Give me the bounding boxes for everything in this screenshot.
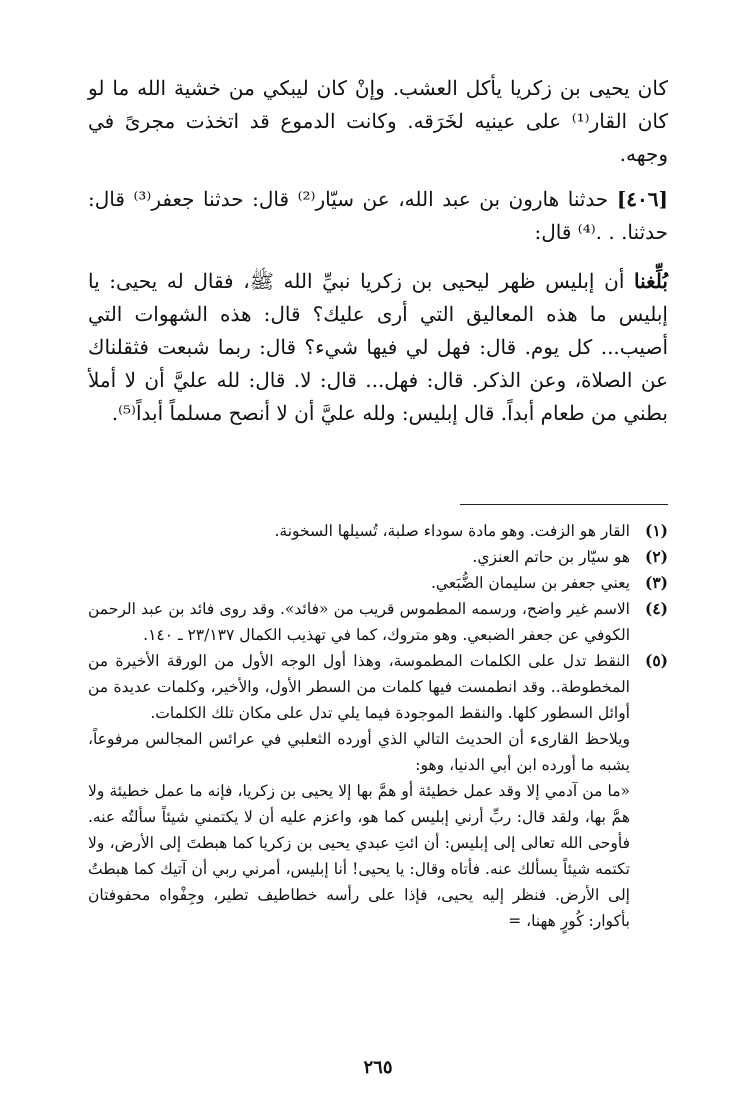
footnote-4 [88,596,668,648]
book-page [88,72,668,1082]
footnote-text: القار هو الزفت. وهو مادة سوداء صلبة، تُسيلها السخونة. [274,522,630,540]
footnote-text: هو سيّار بن حاتم العنزي. [472,548,630,566]
paragraph-1-text: كان يحيى بن زكريا يأكل العشب. وإنْ كان ليبكي من خشية الله ما لو كان القار⁽¹⁾ على عينيه لخَرَقه. وكانت الدموع قد اتخذت مجرىً في وجهه. [88,76,668,166]
footnote-divider [460,504,668,505]
footnote-body [88,648,630,934]
footnote-3 [88,570,668,596]
footnote-quotation: «ما من آدمي إلا وقد عمل خطيئة أو همَّ بها إلا يحيى بن زكريا، فإنه ما عمل خطيئة ولا همَّ بها، ولقد قال: ربِّ أرني إبليس كما هو، واعزم عليه أن لا يكتمني شيئاً سألتُه عنه. فأوحى الله تعالى إلى إبليس: أن ائتِ عبدي يحيى بن زكريا كما هبطتَ إلى الأرض، ولا تكتمه شيئاً يسألك عنه. فأتاه وقال: يا يحيى! أنا إبليس، أمرني ربي أن آتيك كما هبطتُ إلى الأرض. فنظر إليه يحيى، فإذا على رأسه خطاطيف تطير، وجِفْواه محفوفتان بأكوار: كُورٍ ههنا، = [88,782,630,930]
footnote-1 [88,518,668,544]
footnotes [88,518,668,934]
footnote-text: يعني جعفر بن سليمان الضُّبَعي. [431,574,630,592]
footnote-number: (٢) [644,547,668,566]
footnote-2 [88,544,668,570]
footnote-number: (٤) [644,599,668,618]
paragraph-1 [88,72,668,171]
footnote-number: (٣) [644,573,668,592]
paragraph-2-text: حدثنا هارون بن عبد الله، عن سيّار⁽²⁾ قال: حدثنا جعفر⁽³⁾ قال: حدثنا. . .⁽⁴⁾ قال: [88,187,668,244]
paragraph-3-text: أن إبليس ظهر ليحيى بن زكريا نبيِّ الله ﷺ، فقال له يحيى: يا إبليس ما هذه المعاليق التي أرى عليك؟ قال: هذه الشهوات التي أصيب... كل يوم. قال: فهل لي فيها شيء؟ قال: ربما شبعت فثقلناك عن الصلاة، وعن الذكر. قال: فهل... قال: لا. قال: لله عليَّ أن لا أملأ بطني من طعام أبداً. قال إبليس: ولله عليَّ أن لا أنصح مسلماً أبداً⁽⁵⁾. [88,269,668,425]
footnote-text: النقط تدل على الكلمات المطموسة، وهذا أول الوجه الأول من الورقة الأخيرة من المخطوطة.. وقد انطمست فيها كلمات من السطر الأول، والأخير، وكلمات عديدة من أوائل السطور كلها. والنقط الموجودة فيما يلي تدل على مكان تلك الكلمات. [88,652,630,722]
page-number: ٢٦٥ [363,1057,393,1078]
footnote-text-continued: ويلاحظ القارىء أن الحديث التالي الذي أورده الثعلبي في عرائس المجالس مرفوعاً، يشبه ما أورده ابن أبي الدنيا، وهو: [88,730,630,774]
paragraph-2 [88,183,668,249]
paragraph-3-lead: بُلِّغنا [634,269,668,293]
footnote-number: (١) [644,521,668,540]
footnote-number: (٥) [644,651,668,670]
paragraph-3 [88,265,668,430]
footnote-text: الاسم غير واضح، ورسمه المطموس قريب من «فائد». وقد روى فائد بن عبد الرحمن الكوفي عن جعفر الضبعي. وهو متروك، كما في تهذيب الكمال ٢٣/١٣٧ ـ ١٤٠. [88,600,630,644]
hadith-number: [٤٠٦] [616,187,668,211]
main-text [88,72,668,430]
footnote-5 [88,648,668,934]
